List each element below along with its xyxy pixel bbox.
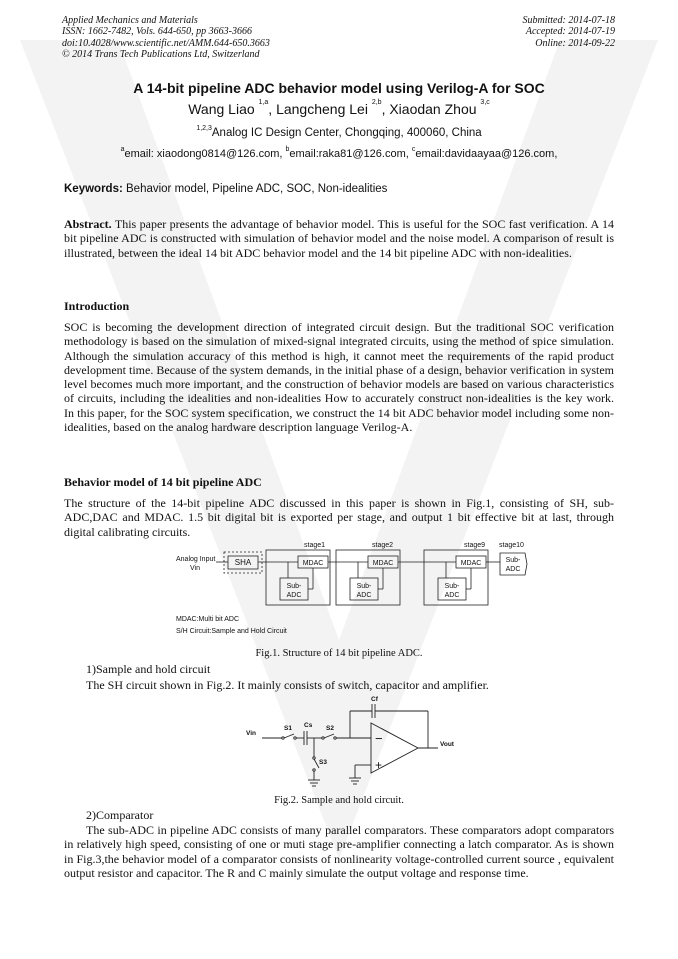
accepted-date: Accepted: 2014-07-19: [525, 26, 615, 38]
author-name: Wang Liao: [188, 101, 255, 117]
author-name: Langcheng Lei: [276, 101, 368, 117]
paper-title: A 14-bit pipeline ADC behavior model using Verilog-A for SOC: [133, 80, 545, 96]
behavior-text: The structure of the 14-bit pipeline ADC discussed in this paper is shown in Fig.1, consisting of SH, sub-ADC,DAC and MDAC. 1.5 bit digital bit is exported per stage, and output 1 bit effective bit at last, through digital calibrating circuits.: [64, 496, 614, 539]
abstract: [64, 217, 614, 260]
subadc-label: Sub-: [505, 557, 521, 564]
comparator-text: The sub-ADC in pipeline ADC consists of many parallel comparators. These comparators adopt comparators in relatively high speed, consisting of one or muti stage pre-amplifier connecting a latch comparator. As is shown in Fig.3,the behavior model of a comparator consists of nonlinearity voltage-controlled current source , equivalent output resistor and capacitor. The R and C mainly simulate the output voltage and response time.: [64, 823, 614, 880]
email: email:raka81@126.com,: [289, 148, 409, 160]
switch-contact: [294, 737, 296, 739]
journal-header: [62, 15, 270, 60]
cf-label: Cf: [371, 696, 378, 703]
issn: ISSN: 1662-7482, Vols. 644-650, pp 3663-3666: [62, 26, 252, 38]
plus-sign: +: [375, 758, 383, 772]
subadc-label: ADC: [356, 592, 372, 599]
s2-label: S2: [326, 725, 334, 732]
switch-contact: [313, 757, 315, 759]
mdac-label: MDAC: [372, 560, 394, 567]
subadc-label: ADC: [505, 566, 521, 573]
figure-1-pipeline-diagram: [0, 538, 678, 641]
cs-label: Cs: [304, 722, 313, 729]
legend-sh: S/H Circuit:Sample and Hold Circuit: [176, 628, 287, 635]
subadc-label: Sub-: [356, 583, 372, 590]
switch-s1: [284, 734, 294, 738]
authors: Wang Liao $^{1,a}$, Langcheng Lei $^{2,b}$, Xiaodan Zhou $^{3,c}$: [188, 99, 490, 117]
author-sup: 3,c: [480, 99, 490, 106]
introduction-text: SOC is becoming the development direction of integrated circuit design. But the traditional SOC verification methodology is based on the simulation of mixed-signal integrated circuits, using the method of spice simulation. Although the simulation accuracy of this method is high, it cannot meet the requirements of the rapid product development time. Because of the system demands, in the initial phase of a design, behavior verification in system level becomes much more important, and the construction of behavior models are based on various characteristics of circuits, including the idealities and non-idealities How to accurately construct non-idealities is the key work. In this paper, for the SOC system specification, we construct the 14 bit ADC behavior model including some non-idealities, based on the analog hardware description language Verilog-A.: [64, 320, 614, 435]
stage-label: stage9: [464, 542, 486, 549]
author-sup: 1,a: [258, 99, 269, 106]
email: email:davidaayaa@126.com,: [415, 148, 558, 160]
legend-mdac: MDAC:Multi bit ADC: [176, 616, 240, 623]
s1-label: S1: [284, 725, 292, 732]
switch-contact: [334, 737, 336, 739]
subadc-label: Sub-: [444, 583, 460, 590]
email-sup: b: [285, 146, 290, 153]
online-date: Online: 2014-09-22: [535, 37, 615, 49]
keywords: [64, 183, 387, 195]
keywords-label: Keywords:: [64, 183, 123, 195]
mdac-label: MDAC: [302, 560, 324, 567]
analog-input-label: Analog Input: [176, 556, 216, 563]
submitted-date: Submitted: 2014-07-18: [522, 15, 615, 26]
vout-label: Vout: [440, 741, 454, 748]
subadc-label: ADC: [286, 592, 302, 599]
keywords-text: Behavior model, Pipeline ADC, SOC, Non-idealities: [126, 183, 388, 195]
doi: doi:10.4028/www.scientific.net/AMM.644-650.3663: [62, 37, 270, 49]
figure-1-caption: Fig.1. Structure of 14 bit pipeline ADC.: [255, 648, 423, 659]
stage-label: stage1: [304, 542, 326, 549]
switch-s2: [324, 734, 334, 738]
comparator-heading: 2)Comparator: [86, 808, 154, 822]
abstract-text: This paper presents the advantage of behavior model. This is useful for the SOC fast verification. A 14 bit pipeline ADC is constructed with simulation of behavior model and the noise model. A comparison of result is illustrated, between the ideal 14 bit ADC behavior model and the 14 bit pipeline ADC with non-idealities.: [64, 217, 614, 260]
affiliation: [0, 127, 678, 139]
emails: [0, 148, 678, 160]
switch-contact: [313, 769, 315, 771]
affiliation-text: Analog IC Design Center, Chongqing, 400060, China: [211, 127, 482, 139]
email: email: xiaodong0814@126.com,: [124, 148, 283, 160]
sample-hold-text: The SH circuit shown in Fig.2. It mainly consists of switch, capacitor and amplifier.: [86, 678, 489, 692]
vin-label: Vin: [190, 565, 200, 572]
affiliation-sup: 1,2,3: [196, 125, 212, 132]
subadc-label: Sub-: [286, 583, 302, 590]
figure-2-caption: Fig.2. Sample and hold circuit.: [274, 795, 404, 806]
email-sup: a: [120, 146, 125, 153]
stage-label: stage10: [499, 542, 524, 549]
switch-contact: [282, 737, 284, 739]
s3-label: S3: [319, 759, 327, 766]
behavior-heading: Behavior model of 14 bit pipeline ADC: [64, 475, 262, 489]
switch-contact: [322, 737, 324, 739]
sample-hold-heading: 1)Sample and hold circuit: [86, 662, 211, 676]
author-name: Xiaodan Zhou: [389, 101, 477, 117]
vin-label: Vin: [246, 730, 256, 737]
figure-2-sample-hold-circuit: [0, 690, 678, 794]
journal-name: Applied Mechanics and Materials: [62, 15, 198, 26]
minus-sign: −: [375, 731, 383, 746]
mdac-label: MDAC: [460, 560, 482, 567]
stage-label: stage2: [372, 542, 394, 549]
introduction-heading: Introduction: [64, 299, 130, 313]
dates-header: [523, 15, 616, 49]
abstract-label: Abstract.: [64, 217, 112, 231]
author-sup: 2,b: [371, 99, 382, 106]
sha-label: SHA: [234, 558, 252, 567]
copyright: © 2014 Trans Tech Publications Ltd, Switzerland: [62, 48, 260, 60]
subadc-label: ADC: [444, 592, 460, 599]
email-sup: c: [411, 146, 416, 153]
